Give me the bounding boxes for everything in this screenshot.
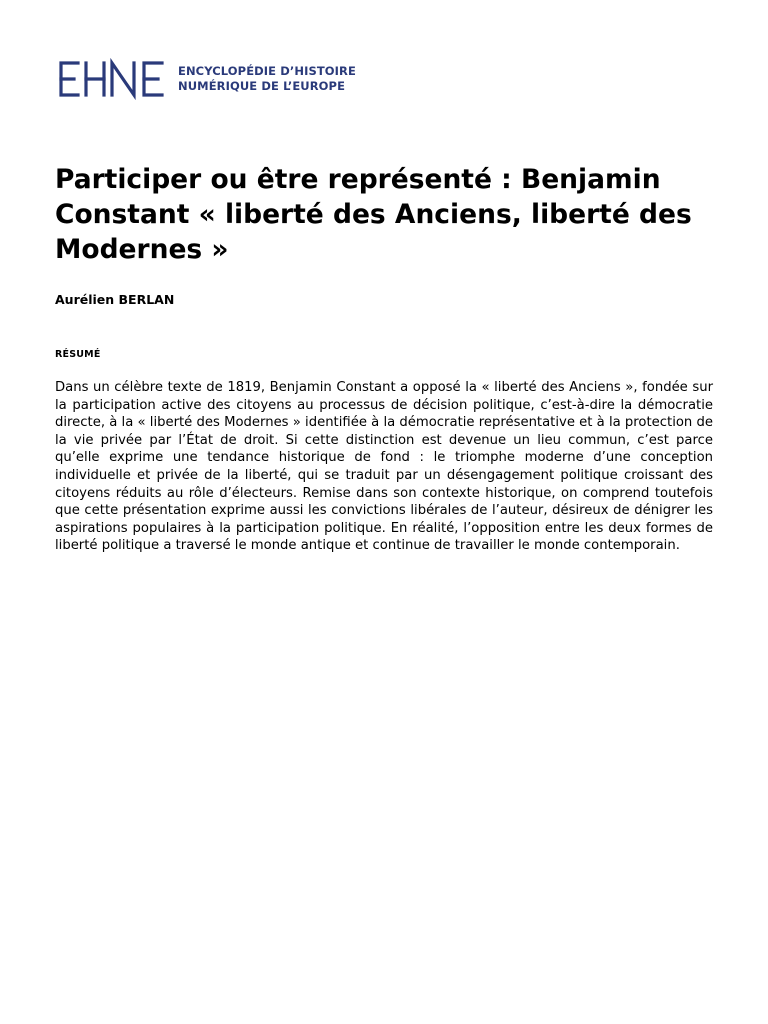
- logo-wordmark: [178, 64, 356, 94]
- ehne-logo-icon[interactable]: [58, 58, 168, 100]
- section-label-resume: RÉSUMÉ: [55, 349, 101, 360]
- logo-line-2: NUMÉRIQUE DE L’EUROPE: [178, 79, 346, 93]
- article-author: Aurélien BERLAN: [55, 292, 175, 307]
- logo-line-1: ENCYCLOPÉDIE D’HISTOIRE: [178, 64, 356, 78]
- header: [58, 58, 356, 100]
- article-title: Participer ou être représenté : Benjamin Constant « liberté des Anciens, liberté des Modernes »: [55, 164, 692, 265]
- abstract-paragraph: Dans un célèbre texte de 1819, Benjamin Constant a opposé la « liberté des Anciens », fondée sur la participation active des citoyens au processus de décision politique, c’est-à-dire la démocratie directe, à la « liberté des Modernes » identifiée à la démocratie représentative et à la protection de la vie privée par l’État de droit. Si cette distinction est devenue un lieu commun, c’est parce qu’elle exprime une tendance historique de fond : le triomphe moderne d’une conception individuelle et privée de la liberté, qui se traduit par un désengagement politique croissant des citoyens réduits au rôle d’électeurs. Remise dans son contexte historique, on comprend toutefois que cette présentation exprime aussi les convictions libérales de l’auteur, désireux de dénigrer les aspirations populaires à la participation politique. En réalité, l’opposition entre les deux formes de liberté politique a traversé le monde antique et continue de travailler le monde contemporain.: [55, 380, 713, 554]
